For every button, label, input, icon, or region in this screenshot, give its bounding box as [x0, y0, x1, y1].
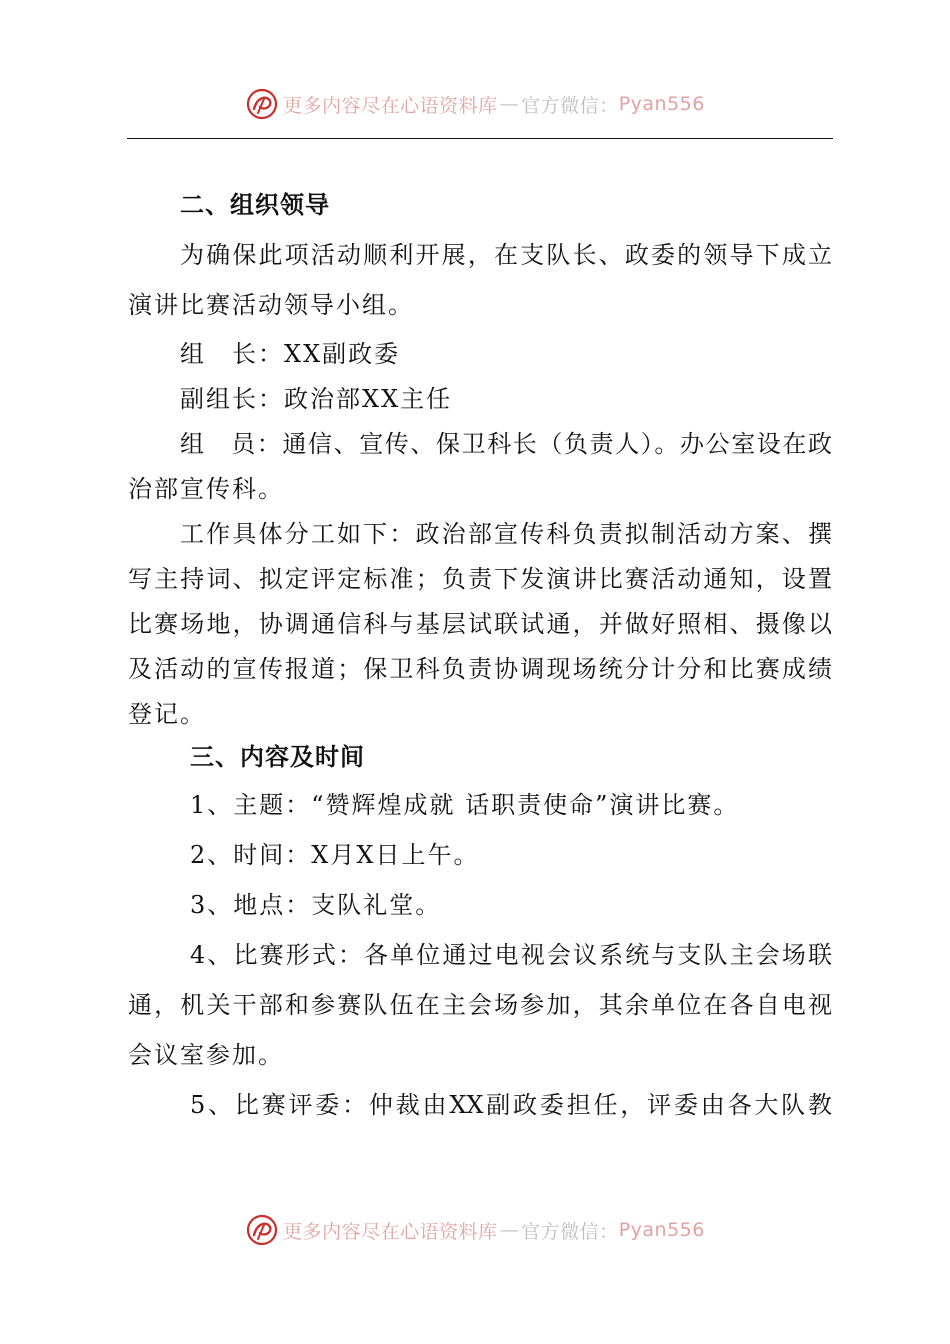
item3-line: 3、地点：支队礼堂。 [190, 891, 442, 919]
watermark-wechat-id: Pyan556 [618, 93, 705, 115]
deputy-line: 副组长：政治部XX主任 [180, 385, 453, 413]
item4-line3: 会议室参加。 [128, 1041, 284, 1069]
seal-swirl-icon [245, 87, 279, 121]
watermark-wechat-id: Pyan556 [618, 1219, 705, 1241]
seal-swirl-icon [245, 1213, 279, 1247]
section2-intro-line2: 演讲比赛活动领导小组。 [128, 291, 414, 319]
watermark-banner-bottom [0, 1208, 950, 1252]
division-line4: 及活动的宣传报道；保卫科负责协调现场统分计分和比赛成绩 [128, 655, 832, 683]
division-line2: 写主持词、拟定评定标准；负责下发演讲比赛活动通知，设置 [128, 565, 832, 593]
section2-intro-line1: 为确保此项活动顺利开展，在支队长、政委的领导下成立 [180, 241, 832, 269]
leader-line: 组 长：XX副政委 [180, 340, 401, 368]
watermark-site-text: 更多内容尽在心语资料库 [283, 94, 498, 117]
division-line1: 工作具体分工如下：政治部宣传科负责拟制活动方案、撰 [180, 520, 832, 548]
item2-line: 2、时间：X月X日上午。 [190, 841, 480, 869]
watermark-dash: — [499, 93, 520, 115]
watermark-site-text: 更多内容尽在心语资料库 [283, 1220, 498, 1243]
header-rule [127, 138, 833, 139]
watermark-wechat-label: 官方微信： [521, 1220, 619, 1243]
division-line3: 比赛场地，协调通信科与基层试联试通，并做好照相、摄像以 [128, 610, 832, 638]
item4-line1: 4、比赛形式：各单位通过电视会议系统与支队主会场联 [190, 941, 832, 969]
watermark-wechat-label: 官方微信： [521, 94, 619, 117]
item5-line1: 5、比赛评委：仲裁由XX副政委担任，评委由各大队教 [190, 1091, 832, 1119]
division-line5: 登记。 [128, 700, 206, 728]
members-line1: 组 员：通信、宣传、保卫科长（负责人）。办公室设在政 [180, 430, 832, 458]
section3-heading: 三、内容及时间 [190, 743, 365, 771]
item1-line: 1、主题：“赞辉煌成就 话职责使命”演讲比赛。 [190, 791, 740, 819]
watermark-banner-top [0, 82, 950, 126]
section2-heading: 二、组织领导 [180, 191, 330, 219]
watermark-dash: — [499, 1219, 520, 1241]
item4-line2: 通，机关干部和参赛队伍在主会场参加，其余单位在各自电视 [128, 991, 832, 1019]
members-line2: 治部宣传科。 [128, 475, 284, 503]
